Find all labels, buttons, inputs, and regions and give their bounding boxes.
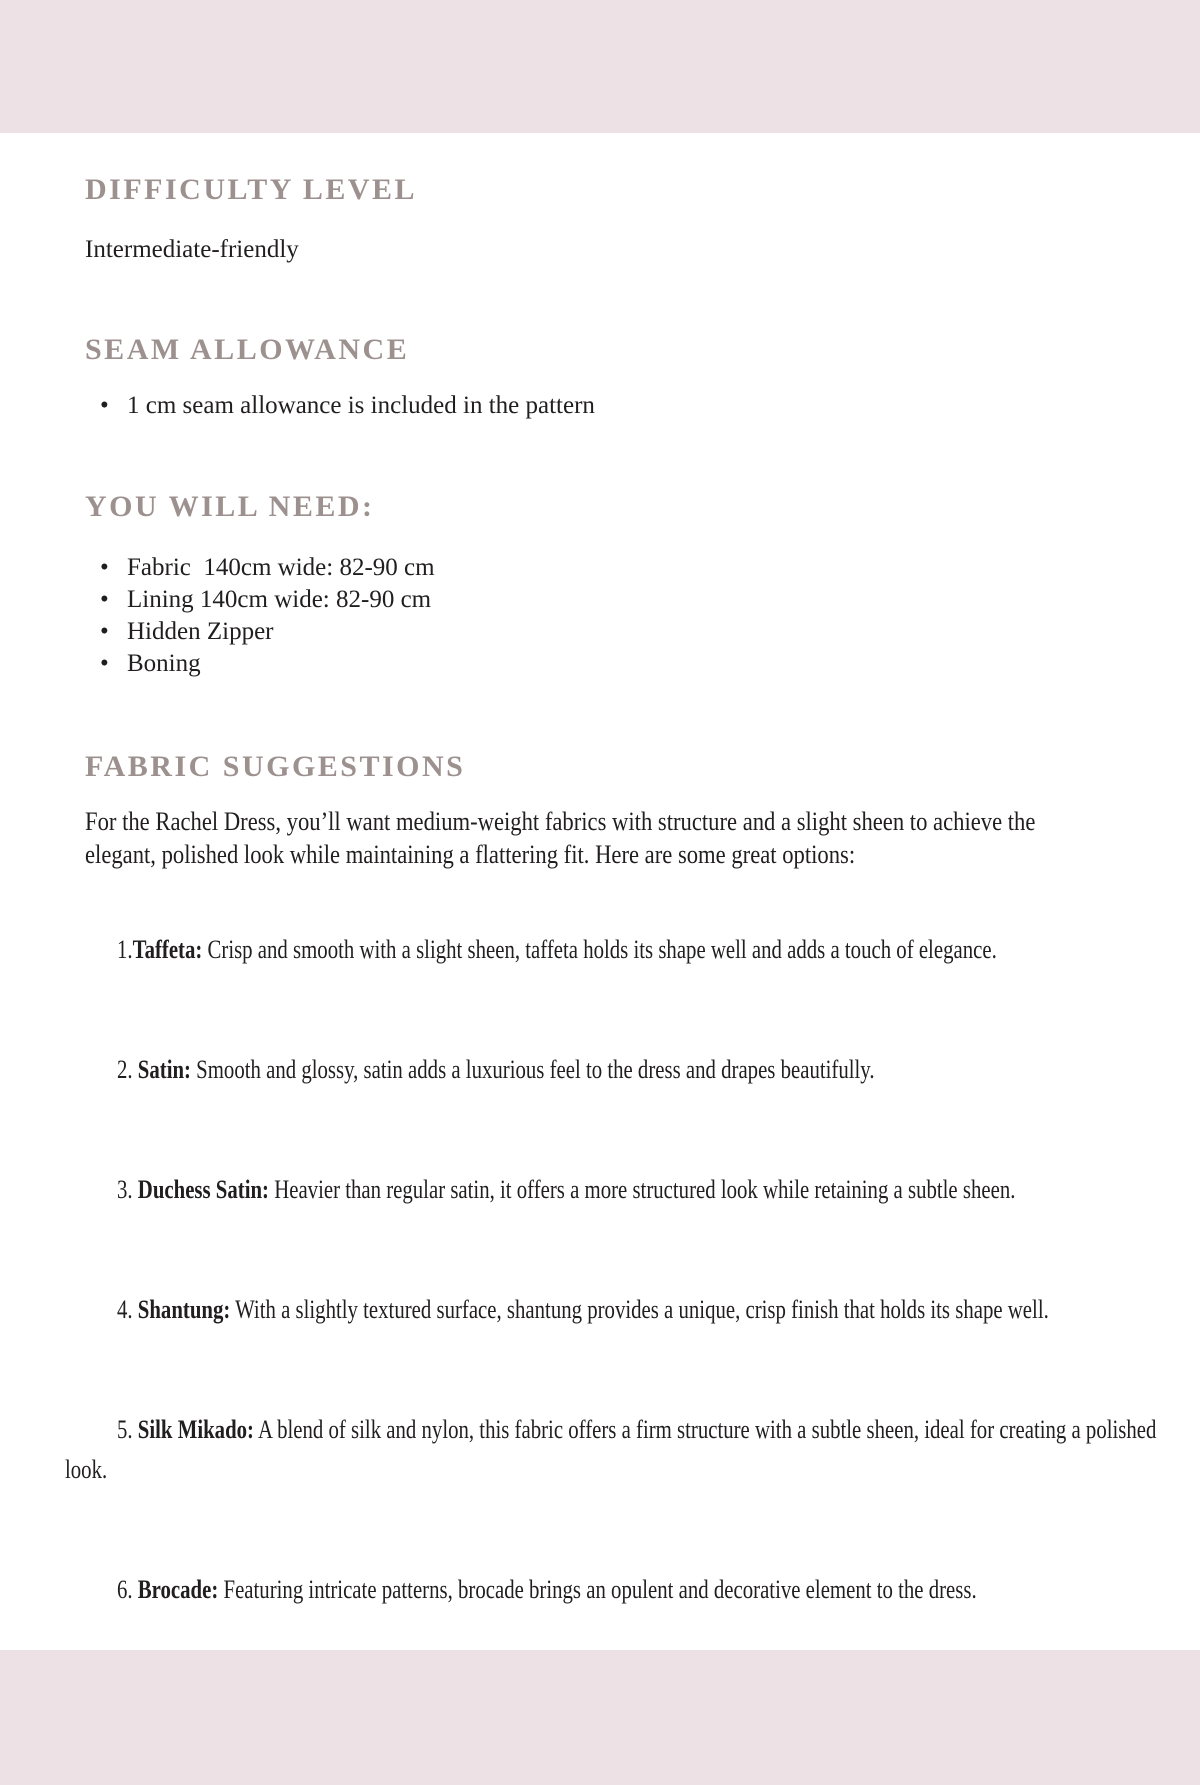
fabric-item-name: Brocade: — [137, 1575, 219, 1604]
fabric-item-number: 6. — [117, 1575, 138, 1604]
fabric-item-number: 4. — [117, 1295, 138, 1324]
fabric-suggestion-item — [65, 1370, 1185, 1530]
fabric-item-name: Shantung: — [137, 1295, 231, 1324]
fabric-item-desc: Heavier than regular satin, it offers a more structured look while retaining a subtle sheen. — [268, 1175, 1016, 1204]
fabric-suggestion-item — [65, 1250, 1185, 1370]
fabric-item-name: Satin: — [137, 1055, 191, 1084]
fabric-suggestions-list — [65, 890, 1185, 1650]
fabric-item-desc: Smooth and glossy, satin adds a luxurious feel to the dress and drapes beautifully. — [190, 1055, 875, 1084]
fabric-suggestion-item — [65, 1530, 1185, 1650]
fabric-suggestion-item — [65, 1010, 1185, 1130]
section-fabric-suggestions — [65, 750, 1162, 1650]
fabric-suggestions-heading: FABRIC SUGGESTIONS — [85, 750, 466, 783]
fabric-suggestion-item — [65, 1130, 1185, 1250]
fabric-item-number: 2. — [117, 1055, 138, 1084]
fabric-item-name: Duchess Satin: — [137, 1175, 269, 1204]
fabric-item-desc: A blend of silk and nylon, this fabric offers a firm structure with a subtle sheen, ideal for creating a polished look. — [65, 1415, 1162, 1484]
difficulty-level-heading: DIFFICULTY LEVEL — [85, 173, 418, 206]
seam-allowance-heading: SEAM ALLOWANCE — [85, 333, 410, 366]
top-band — [0, 0, 1200, 133]
fabric-item-name: Taffeta: — [132, 935, 203, 964]
bullet-item: • 1 cm seam allowance is included in the pattern — [85, 390, 1145, 422]
you-will-need-list — [85, 552, 1145, 680]
fabric-item-number: 3. — [117, 1175, 138, 1204]
page-content — [0, 133, 1200, 1650]
fabric-suggestion-item — [65, 890, 1185, 1010]
seam-allowance-list — [85, 390, 1145, 422]
fabric-suggestions-intro: For the Rachel Dress, you’ll want medium-weight fabrics with structure and a slight sheen to achieve the elegant, polished look while maintaining a flattering fit. Here are some great options: — [85, 807, 1036, 869]
bullet-item: • Lining 140cm wide: 82-90 cm — [85, 584, 1145, 616]
difficulty-level-value: Intermediate-friendly — [85, 236, 299, 263]
bullet-item: • Hidden Zipper — [85, 616, 1145, 648]
you-will-need-heading: YOU WILL NEED: — [85, 490, 375, 523]
bullet-item: • Boning — [85, 648, 1145, 680]
bullet-item: • Fabric 140cm wide: 82-90 cm — [85, 552, 1145, 584]
fabric-item-desc: With a slightly textured surface, shantung provides a unique, crisp finish that holds its shape well. — [230, 1295, 1049, 1324]
section-difficulty-level — [85, 173, 1145, 265]
fabric-item-desc: Featuring intricate patterns, brocade brings an opulent and decorative element to the dress. — [218, 1575, 977, 1604]
bottom-band — [0, 1650, 1200, 1785]
fabric-item-number: 1. — [117, 935, 133, 964]
fabric-item-number: 5. — [117, 1415, 138, 1444]
fabric-item-desc: Crisp and smooth with a slight sheen, taffeta holds its shape well and adds a touch of elegance. — [202, 935, 997, 964]
section-you-will-need — [85, 490, 1145, 680]
fabric-item-name: Silk Mikado: — [137, 1415, 254, 1444]
section-seam-allowance — [85, 333, 1145, 422]
